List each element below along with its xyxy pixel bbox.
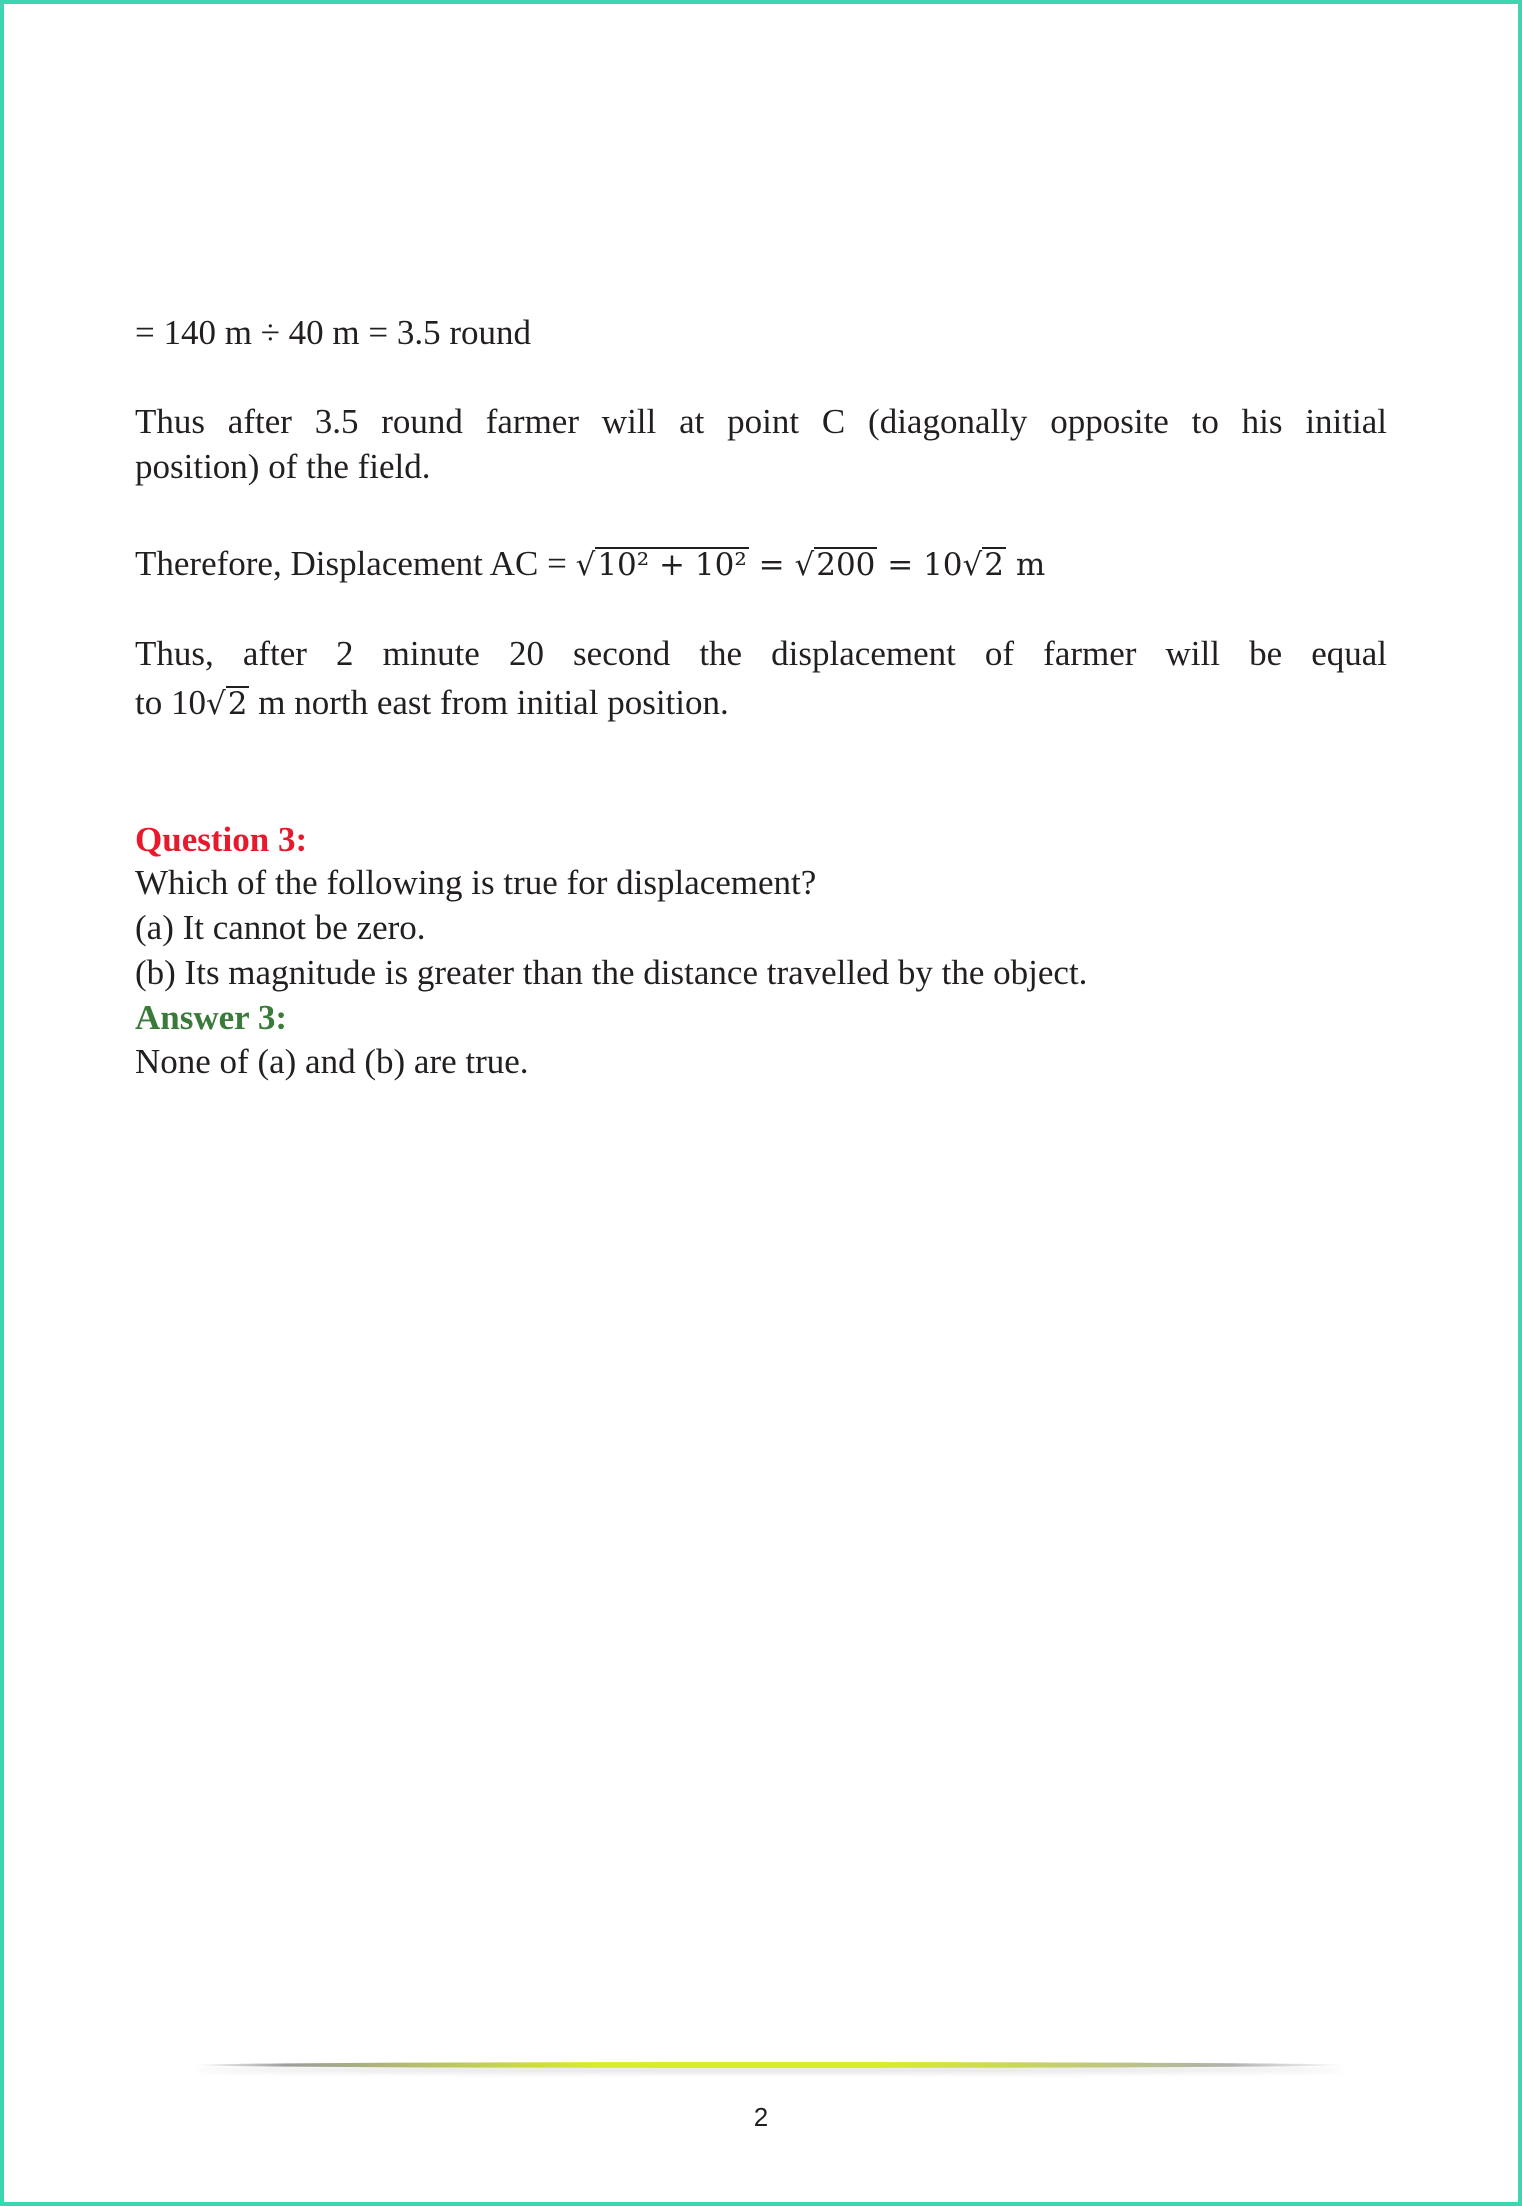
displacement-equation: Therefore, Displacement AC = √10² + 10² = √200 = 10√2 m: [135, 544, 1046, 583]
question-heading: Question 3:: [135, 820, 308, 859]
conclusion-suffix: m north east from initial position.: [249, 683, 729, 722]
equals-2: = 10: [877, 547, 963, 583]
answer-heading: Answer 3:: [135, 998, 287, 1037]
sqrt-term-2: 200: [816, 547, 876, 583]
para-point-c-line2: position) of the field.: [135, 447, 431, 486]
conclusion-line2: to 10√2 m north east from initial position.: [135, 683, 729, 722]
para-point-c-line1: Thus after 3.5 round farmer will at point C (diagonally opposite to his initial: [135, 402, 1387, 441]
footer-divider: [195, 2062, 1345, 2068]
equals-1: =: [748, 547, 795, 583]
calc-rounds: = 140 m ÷ 40 m = 3.5 round: [135, 313, 532, 352]
sqrt-term-1: 10² + 10²: [597, 547, 747, 583]
option-b: (b) Its magnitude is greater than the distance travelled by the object.: [135, 953, 1088, 992]
conclusion-prefix: to 10: [135, 683, 206, 722]
question-text: Which of the following is true for displacement?: [135, 863, 817, 902]
sqrt-term-3: 2: [984, 547, 1005, 583]
conclusion-sqrt: 2: [227, 686, 248, 722]
answer-text: None of (a) and (b) are true.: [135, 1042, 529, 1081]
option-a: (a) It cannot be zero.: [135, 908, 426, 947]
page-number: 2: [753, 2102, 769, 2132]
conclusion-line1: Thus, after 2 minute 20 second the displacement of farmer will be equal: [135, 634, 1387, 673]
equation-prefix: Therefore, Displacement AC =: [135, 544, 576, 583]
unit: m: [1006, 547, 1046, 583]
